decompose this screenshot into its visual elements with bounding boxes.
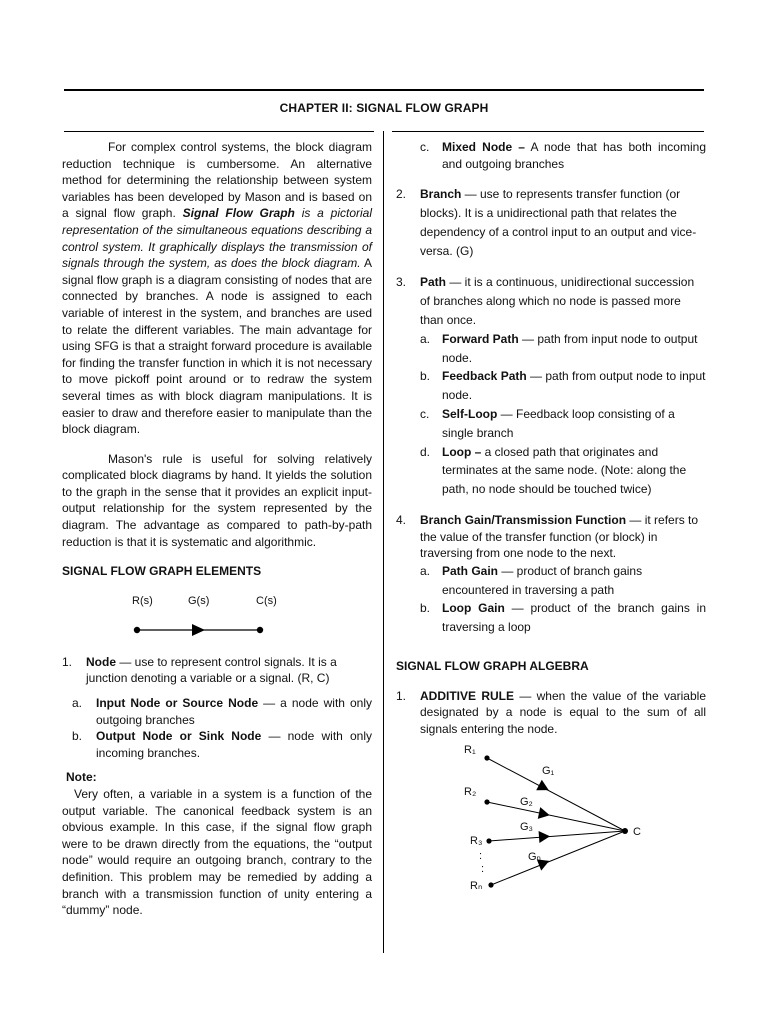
item-desc: — when the value of the variable designated by a node is equal to the sum of all signals entering the node.: [420, 688, 706, 736]
branch-arrow: [192, 624, 205, 636]
input-node: [134, 627, 140, 633]
item-desc: — use to represent control signals. It is a junction denoting a variable or a signal. (R, C): [86, 654, 337, 686]
subitem-term: Path Gain: [442, 563, 499, 578]
subitem-desc: — node with only incoming branches.: [96, 729, 373, 760]
subitem-desc: — Feedback loop consisting of a single branch: [442, 406, 675, 440]
subitem-text: [442, 367, 706, 405]
subitem-letter: c.: [420, 406, 430, 421]
gain-label-g3: G₃: [520, 821, 534, 834]
list-subitem-self-loop: [420, 405, 706, 443]
list-subitem-loop: [420, 443, 706, 499]
left-column: [62, 139, 372, 919]
algebra-heading: SIGNAL FLOW GRAPH ALGEBRA: [396, 658, 589, 673]
item-text: [420, 512, 706, 562]
subitem-letter: a.: [420, 563, 431, 578]
list-subitem-output-node: [72, 728, 372, 761]
item-term: Path: [420, 275, 447, 290]
right-column-rule: [392, 131, 704, 132]
subitem-letter: a.: [420, 331, 431, 346]
subitem-desc: — product of branch gains encountered in traversing a path: [442, 563, 643, 597]
item-term: Branch: [420, 187, 462, 202]
list-subitem-path-gain: [420, 562, 706, 600]
intro-text: For complex control systems, the block diagram reduction technique is cumbersome. An alternative method for determining the relationship between system variables has been developed by Mason and is based on a signal flow graph.: [62, 140, 372, 221]
signal-flow-diagram: [62, 580, 372, 654]
item-text: [420, 273, 706, 329]
item-number: 4.: [396, 512, 407, 527]
output-node: [257, 627, 263, 633]
subitem-text: [96, 695, 372, 728]
list-subitem-feedback-path: [420, 367, 706, 405]
sfg-term: Signal Flow Graph: [182, 206, 295, 221]
list-item-branch: [396, 185, 706, 260]
arrow-g2: [538, 807, 551, 821]
item-text: [420, 185, 706, 260]
subitem-desc: — path from output node to input node.: [442, 369, 706, 403]
list-item-additive-rule: [396, 688, 706, 738]
subitem-letter: b.: [420, 601, 431, 616]
arrow-g1: [536, 780, 551, 796]
diagram-label-g: G(s): [188, 594, 210, 607]
node-r2: [484, 800, 489, 805]
ellipsis-dots-2: :: [481, 863, 485, 876]
subitem-text: [96, 728, 372, 761]
top-rule: [64, 89, 704, 91]
sfg-definition: is a pictorial representation of the simultaneous equations describing a control system. It graphically displays the transmission of signals through the system, as does the block diagram.: [62, 206, 372, 271]
intro-text-cont: A signal flow graph is a diagram consisting of nodes that are connected by branches. A node is assigned to each variable of interest in the system, and branches are used to relate the different variables. The main advantage for using SFG is that a straight forward procedure is available for finding the transfer function in which it is not necessary to move pickoff point around or to redraw the system several times as with block diagram manipulations. It is easier to draw and therefore easier to manipulate than the block diagram.: [62, 256, 372, 437]
item-number: 1.: [62, 654, 73, 669]
gain-label-gn: Gₙ: [528, 851, 541, 864]
left-column-rule: [64, 131, 374, 132]
item-desc: — use to represents transfer function (or blocks). It is a unidirectional path that relates the dependency of a control input to an output and vice-versa. (G): [420, 187, 697, 258]
branch-r2-c: [487, 802, 625, 834]
item-number: 1.: [396, 688, 407, 703]
input-label-r2: R₂: [464, 786, 477, 799]
item-term: Branch Gain/Transmission Function: [420, 512, 627, 527]
node-c: [622, 828, 628, 834]
subitem-term: Mixed Node –: [442, 140, 525, 154]
diagram-label-c: C(s): [256, 594, 277, 607]
subitem-desc: — product of the branch gains in traversing a loop: [442, 601, 706, 635]
subitem-letter: d.: [420, 444, 431, 459]
subitem-text: [442, 443, 706, 499]
input-label-r3: R₃: [470, 835, 483, 848]
item-desc: — it is a continuous, unidirectional succession of branches along which no node is passed more than once.: [420, 275, 695, 327]
item-text: [420, 688, 706, 738]
subitem-letter: c.: [420, 140, 430, 154]
node-r3: [486, 839, 491, 844]
arrow-g3: [539, 830, 551, 843]
subitem-text: [442, 139, 706, 172]
subitem-text: [442, 599, 706, 637]
subitem-desc: A node that has both incoming and outgoing branches: [442, 140, 706, 171]
column-divider: [383, 131, 384, 953]
item-term: Node: [86, 654, 116, 669]
subitem-term: Feedback Path: [442, 369, 527, 384]
subitem-text: [442, 562, 706, 600]
masons-rule-paragraph: Mason's rule is useful for solving relatively complicated block diagrams by hand. It yields the solution to the graph in the sense that it provides an explicit input-output relationship for the system represented by the diagram. The advantage as compared to path-by-path reduction is that it is systematic and algorithmic.: [62, 451, 372, 549]
subitem-term: Loop –: [442, 444, 482, 459]
subitem-text: [442, 330, 706, 368]
list-subitem-loop-gain: [420, 599, 706, 637]
list-item-node: [62, 654, 372, 687]
node-rn: [488, 883, 493, 888]
subitem-desc: — a node with only outgoing branches: [96, 696, 372, 727]
branch-r1-c: [487, 758, 625, 834]
subitem-term: Output Node or Sink Node: [96, 729, 262, 744]
input-label-r1: R₁: [464, 744, 476, 757]
subitem-letter: b.: [420, 369, 431, 384]
subitem-desc: a closed path that originates and terminates at the same node. (Note: along the path, no node should be touched twice): [442, 444, 687, 497]
item-number: 2.: [396, 187, 407, 202]
subitem-letter: a.: [72, 696, 83, 711]
subitem-text: [442, 405, 706, 443]
diagram-label-r: R(s): [132, 594, 153, 607]
right-column: [396, 139, 706, 903]
output-label-c: C: [633, 826, 641, 839]
item-number: 3.: [396, 275, 407, 290]
list-subitem-forward-path: [420, 330, 706, 368]
item-desc: — it refers to the value of the transfer function (or block) in traversing from one node to the next.: [420, 512, 699, 561]
list-subitem-input-node: [72, 695, 372, 728]
node-r1: [484, 756, 489, 761]
additive-rule-diagram: [396, 743, 706, 903]
subitem-desc: — path from input node to output node.: [442, 331, 698, 365]
subitem-term: Forward Path: [442, 331, 519, 346]
subitem-term: Self-Loop: [442, 406, 498, 421]
gain-label-g1: G₁: [542, 765, 555, 778]
subitem-letter: b.: [72, 729, 83, 744]
note-paragraph: Very often, a variable in a system is a function of the output variable. The canonical feedback system is an obvious example. In this case, if the signal flow graph were to be drawn directly from the equations, the “output node” would require an outgoing branch, contrary to the definition. This problem may be remedied by adding a branch with a transmission function of unity entering a “dummy” node.: [62, 787, 372, 918]
note-label: Note:: [66, 770, 97, 785]
ellipsis-dots-1: :: [479, 850, 483, 863]
chapter-title: CHAPTER II: SIGNAL FLOW GRAPH: [279, 101, 489, 115]
subitem-term: Loop Gain: [442, 601, 505, 616]
item-text: [86, 654, 372, 687]
item-term: ADDITIVE RULE: [420, 688, 514, 703]
elements-heading: SIGNAL FLOW GRAPH ELEMENTS: [62, 564, 262, 579]
subitem-term: Input Node or Source Node: [96, 696, 259, 711]
list-subitem-mixed-node: [420, 139, 706, 172]
list-item-branch-gain: [396, 512, 706, 562]
gain-label-g2: G₂: [520, 796, 533, 809]
input-label-rn: Rₙ: [470, 880, 483, 893]
intro-paragraph: [62, 139, 372, 438]
list-item-path: [396, 273, 706, 329]
